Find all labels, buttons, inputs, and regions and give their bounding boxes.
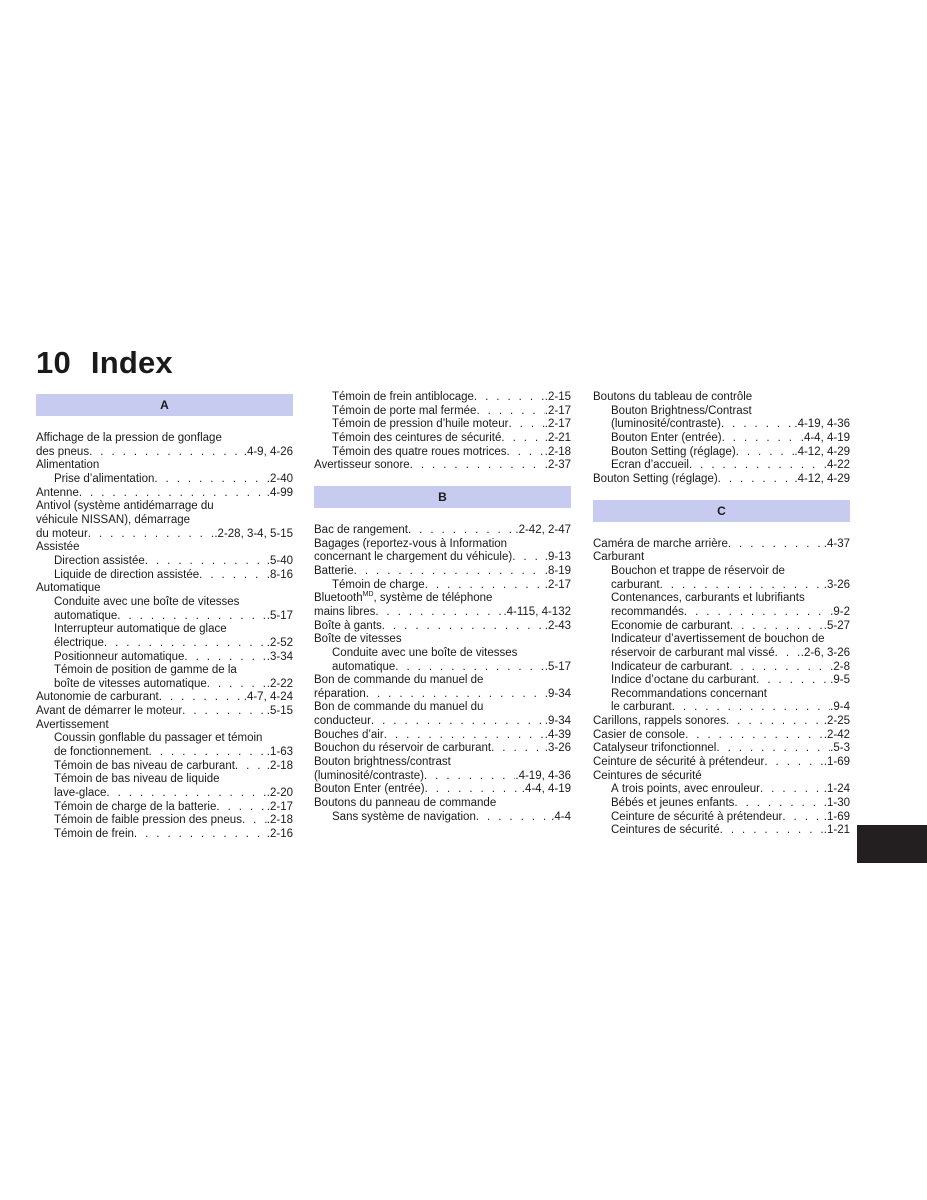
- index-entry: des pneus . . . .4-9, 4-26: [36, 446, 293, 460]
- section-header-a: A: [36, 394, 293, 416]
- index-subentry: À trois points, avec enrouleur . . . .1-24: [593, 783, 850, 797]
- index-subentry: Contenances, carburants et lubrifiants: [611, 592, 805, 605]
- index-entry: Alimentation: [36, 459, 100, 472]
- index-subentry: Indicateur de carburant . . . .2-8: [593, 661, 850, 675]
- index-entry: Boutons du panneau de commande: [314, 797, 497, 810]
- index-entry: Batterie . . . .8-19: [314, 565, 571, 579]
- index-entry: Bouton brightness/contrast: [314, 756, 451, 769]
- index-subentry: Écran d’accueil . . . .4-22: [593, 459, 850, 473]
- index-subentry: (luminosité/contraste) . . . .4-19, 4-36: [593, 418, 850, 432]
- index-entry: Autonomie de carburant . . . .4-7, 4-24: [36, 691, 293, 705]
- index-subentry: Témoin de frein . . . .2-16: [36, 828, 293, 842]
- index-subentry: Positionneur automatique . . . .3-34: [36, 651, 293, 665]
- index-subentry: Liquide de direction assistée . . . .8-16: [36, 569, 293, 583]
- index-subentry: Bébés et jeunes enfants . . . .1-30: [593, 797, 850, 811]
- index-entry: Bouches d’air . . . .4-39: [314, 729, 571, 743]
- section-header-b: B: [314, 486, 571, 508]
- index-entry: Bon de commande du manuel du: [314, 701, 484, 714]
- chapter-thumb-tab: [857, 825, 927, 863]
- index-entry: Catalyseur trifonctionnel . . . .5-3: [593, 742, 850, 756]
- index-entry: Avant de démarrer le moteur . . . .5-15: [36, 705, 293, 719]
- index-subentry: réservoir de carburant mal vissé . . . .2-6, 3-26: [593, 647, 850, 661]
- index-entry: Casier de console . . . .2-42: [593, 729, 850, 743]
- index-subentry: Indicateur d’avertissement de bouchon de: [611, 633, 825, 646]
- index-entry: Boutons du tableau de contrôle: [593, 391, 753, 403]
- index-subentry: Bouton Setting (réglage) . . . .4-12, 4-29: [593, 446, 850, 460]
- index-entry: Bagages (reportez-vous à Information: [314, 537, 508, 550]
- index-column-1: [36, 394, 293, 842]
- index-entry: Affichage de la pression de gonflage: [36, 432, 222, 444]
- index-subentry: Conduite avec une boîte de vitesses: [332, 646, 518, 659]
- index-subentry: Témoin des quatre roues motrices . . . .2-18: [314, 446, 571, 460]
- index-entry: Bouton Setting (réglage) . . . .4-12, 4-29: [593, 473, 850, 487]
- index-subentry: Bouchon et trappe de réservoir de: [611, 564, 785, 577]
- index-subentry: Témoin des ceintures de sécurité . . . .2-21: [314, 432, 571, 446]
- chapter-title: Index: [90, 345, 173, 380]
- index-subentry: boîte de vitesses automatique . . . .2-22: [36, 678, 293, 692]
- index-entry: Caméra de marche arrière . . . .4-37: [593, 538, 850, 552]
- index-entry: conducteur . . . .9-34: [314, 715, 571, 729]
- index-entry: du moteur . . . .2-28, 3-4, 5-15: [36, 528, 293, 542]
- index-subentry: le carburant . . . .9-4: [593, 701, 850, 715]
- index-subentry: recommandés . . . .9-2: [593, 606, 850, 620]
- index-subentry: Coussin gonflable du passager et témoin: [54, 732, 263, 745]
- index-subentry: Bouton Enter (entrée) . . . .4-4, 4-19: [593, 432, 850, 446]
- index-entry: Avertisseur sonore . . . .2-37: [314, 459, 571, 473]
- index-entry: Ceintures de sécurité: [593, 769, 702, 782]
- index-column-2: [314, 391, 571, 824]
- index-entry: Boîte de vitesses: [314, 633, 402, 646]
- index-entry: Antivol (système antidémarrage du: [36, 500, 214, 513]
- index-entry: Bouchon du réservoir de carburant . . . .3-26: [314, 742, 571, 756]
- index-subentry: Sans système de navigation . . . .4-4: [314, 811, 571, 825]
- index-entry: Carburant: [593, 551, 645, 564]
- index-subentry: Témoin de charge . . . .2-17: [314, 579, 571, 593]
- index-column-3: [593, 391, 850, 838]
- index-entry: Bluetooth$^{MD}$, système de téléphone: [314, 591, 493, 605]
- index-entry: Bac de rangement . . . .2-42, 2-47: [314, 524, 571, 538]
- index-subentry: Ceinture de sécurité à prétendeur . . . .1-69: [593, 811, 850, 825]
- index-entry: (luminosité/contraste) . . . .4-19, 4-36: [314, 770, 571, 784]
- index-entry: véhicule NISSAN), démarrage: [36, 513, 191, 526]
- index-subentry: Témoin de pression d’huile moteur . . . .2-17: [314, 418, 571, 432]
- index-entry: Boîte à gants . . . .2-43: [314, 620, 571, 634]
- index-subentry: Témoin de frein antiblocage . . . .2-15: [314, 391, 571, 405]
- index-entry: réparation . . . .9-34: [314, 688, 571, 702]
- index-subentry: automatique . . . .5-17: [314, 661, 571, 675]
- index-subentry: Recommandations concernant: [611, 687, 767, 700]
- index-subentry: Témoin de position de gamme de la: [54, 664, 237, 677]
- page-title: [36, 343, 173, 383]
- index-entry: Carillons, rappels sonores . . . .2-25: [593, 715, 850, 729]
- index-entry: Bouton Enter (entrée) . . . .4-4, 4-19: [314, 783, 571, 797]
- index-subentry: lave-glace . . . .2-20: [36, 787, 293, 801]
- index-subentry: Économie de carburant . . . .5-27: [593, 620, 850, 634]
- index-subentry: Ceintures de sécurité . . . .1-21: [593, 824, 850, 838]
- index-subentry: Indice d’octane du carburant . . . .9-5: [593, 674, 850, 688]
- index-subentry: Prise d’alimentation . . . .2-40: [36, 473, 293, 487]
- index-entry: Automatique: [36, 582, 101, 595]
- index-entry: mains libres . . . .4-115, 4-132: [314, 606, 571, 620]
- index-entry: Ceinture de sécurité à prétendeur . . . .1-69: [593, 756, 850, 770]
- index-subentry: Bouton Brightness/Contrast: [611, 404, 752, 417]
- index-entry: concernant le chargement du véhicule) . . . .9-13: [314, 551, 571, 565]
- index-entry: Antenne . . . .4-99: [36, 487, 293, 501]
- index-subentry: Témoin de porte mal fermée . . . .2-17: [314, 405, 571, 419]
- index-subentry: Témoin de bas niveau de carburant . . . .2-18: [36, 760, 293, 774]
- index-entry: Bon de commande du manuel de: [314, 674, 484, 687]
- index-subentry: électrique . . . .2-52: [36, 637, 293, 651]
- index-subentry: Témoin de faible pression des pneus . . . .2-18: [36, 814, 293, 828]
- index-subentry: Direction assistée . . . .5-40: [36, 555, 293, 569]
- index-subentry: Conduite avec une boîte de vitesses: [54, 595, 240, 608]
- index-subentry: de fonctionnement . . . .1-63: [36, 746, 293, 760]
- index-subentry: Témoin de charge de la batterie . . . .2-17: [36, 801, 293, 815]
- index-subentry: Témoin de bas niveau de liquide: [54, 773, 220, 786]
- chapter-number: 10: [36, 345, 71, 380]
- index-subentry: carburant . . . .3-26: [593, 579, 850, 593]
- index-subentry: automatique . . . .5-17: [36, 610, 293, 624]
- index-entry: Assistée: [36, 541, 80, 554]
- index-entry: Avertissement: [36, 718, 109, 731]
- section-header-c: C: [593, 500, 850, 522]
- index-subentry: Interrupteur automatique de glace: [54, 623, 227, 636]
